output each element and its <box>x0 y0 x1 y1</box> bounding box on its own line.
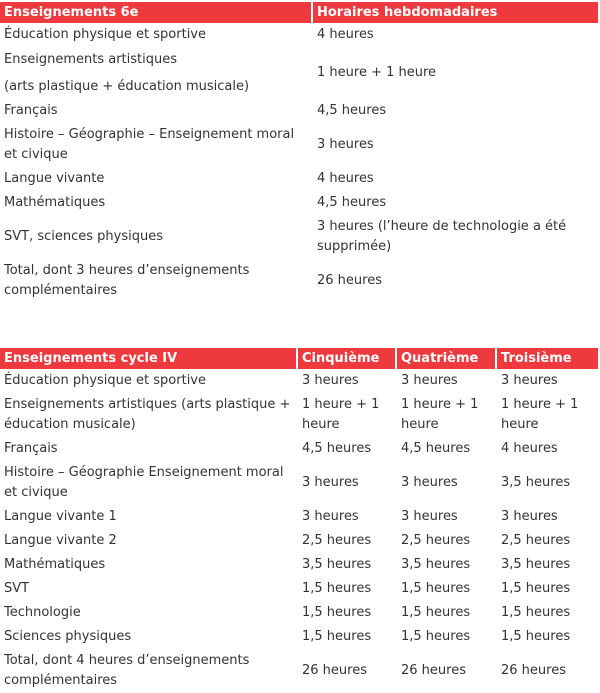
subject-line: Enseignements artistiques <box>4 52 177 67</box>
hours-cell: 3 heures <box>302 373 359 388</box>
subject-subline: (arts plastique + éducation musicale) <box>4 79 250 94</box>
table-row <box>0 577 598 601</box>
header-subject: Enseignements cycle IV <box>0 348 298 369</box>
subject-cell: Éducation physique et sportive <box>4 373 206 388</box>
header-cinquieme: Cinquième <box>298 348 397 369</box>
table-row <box>0 393 598 437</box>
table-row <box>0 505 598 529</box>
hours-cell: 1,5 heures <box>302 581 372 596</box>
subject-cell: Éducation physique et sportive <box>4 27 206 42</box>
table-row <box>0 529 598 553</box>
hours-cell: 1,5 heures <box>401 629 471 644</box>
table-row <box>0 259 598 303</box>
table-header-row <box>0 348 598 369</box>
hours-cell: 26 heures <box>317 273 382 288</box>
hours-cell: 1,5 heures <box>501 605 571 620</box>
subject-cell: Mathématiques <box>4 195 106 210</box>
hours-cell: 4,5 heures <box>401 441 471 456</box>
table-row <box>0 461 598 505</box>
subject-cell: Technologie <box>4 605 81 620</box>
header-troisieme: Troisième <box>497 348 598 369</box>
subject-cell: Total, dont 4 heures d’enseignements complémentaires <box>4 653 250 688</box>
hours-cell: 3 heures <box>302 509 359 524</box>
hours-cell: 4 heures <box>317 171 374 186</box>
hours-cell: 1 heure + 1 heure <box>317 65 437 80</box>
hours-cell: 1,5 heures <box>501 581 571 596</box>
hours-cell: 2,5 heures <box>302 533 372 548</box>
schedule-table-cycle-4 <box>0 348 598 693</box>
subject-cell: Histoire – Géographie – Enseignement moral et civique <box>4 127 295 162</box>
hours-cell: 3 heures <box>302 475 359 490</box>
hours-cell: 26 heures <box>302 663 367 678</box>
header-weekly-hours: Horaires hebdomadaires <box>313 2 598 23</box>
subject-cell <box>0 47 313 99</box>
table-row <box>0 47 598 99</box>
subject-cell: Sciences physiques <box>4 629 132 644</box>
hours-cell: 26 heures <box>401 663 466 678</box>
hours-cell: 3 heures <box>501 509 558 524</box>
subject-cell: Histoire – Géographie Enseignement moral et civique <box>4 465 284 500</box>
hours-cell: 3,5 heures <box>501 557 571 572</box>
hours-cell: 1 heure + 1 heure <box>302 397 380 432</box>
table-row <box>0 123 598 167</box>
subject-cell: Enseignements artistiques (arts plastique + éducation musicale) <box>4 397 291 432</box>
hours-cell: 3,5 heures <box>401 557 471 572</box>
hours-cell: 1,5 heures <box>302 629 372 644</box>
hours-cell: 3,5 heures <box>501 475 571 490</box>
hours-cell: 3 heures <box>401 475 458 490</box>
hours-cell: 4 heures <box>317 27 374 42</box>
subject-cell: SVT, sciences physiques <box>4 229 164 244</box>
table-row <box>0 437 598 461</box>
hours-cell: 3 heures <box>401 509 458 524</box>
hours-cell: 1,5 heures <box>302 605 372 620</box>
subject-cell: SVT <box>4 581 30 596</box>
hours-cell: 4,5 heures <box>317 195 387 210</box>
hours-cell: 3 heures <box>501 373 558 388</box>
table-header-row <box>0 2 598 23</box>
hours-cell: 1,5 heures <box>401 605 471 620</box>
hours-cell: 1 heure + 1 heure <box>401 397 479 432</box>
table-row <box>0 215 598 259</box>
header-quatrieme: Quatrième <box>397 348 497 369</box>
hours-cell: 2,5 heures <box>501 533 571 548</box>
hours-cell: 3 heures <box>317 137 374 152</box>
hours-cell: 2,5 heures <box>401 533 471 548</box>
hours-cell: 1 heure + 1 heure <box>501 397 579 432</box>
hours-cell: 1,5 heures <box>501 629 571 644</box>
table-row <box>0 167 598 191</box>
hours-cell: 26 heures <box>501 663 566 678</box>
subject-cell: Total, dont 3 heures d’enseignements complémentaires <box>4 263 250 298</box>
hours-cell: 4,5 heures <box>317 103 387 118</box>
table-row <box>0 23 598 47</box>
subject-cell: Mathématiques <box>4 557 106 572</box>
hours-cell: 4,5 heures <box>302 441 372 456</box>
subject-cell: Français <box>4 441 58 456</box>
subject-cell: Langue vivante <box>4 171 105 186</box>
table-row <box>0 369 598 393</box>
hours-cell: 3 heures <box>401 373 458 388</box>
subject-cell: Langue vivante 1 <box>4 509 117 524</box>
hours-cell: 1,5 heures <box>401 581 471 596</box>
table-row <box>0 553 598 577</box>
table-row <box>0 99 598 123</box>
hours-cell: 3 heures (l’heure de technologie a été supprimée) <box>317 219 567 254</box>
hours-cell: 3,5 heures <box>302 557 372 572</box>
schedule-table-6e <box>0 2 598 303</box>
subject-cell: Langue vivante 2 <box>4 533 117 548</box>
header-subject: Enseignements 6e <box>0 2 313 23</box>
subject-cell: Français <box>4 103 58 118</box>
table-row <box>0 601 598 625</box>
hours-cell: 4 heures <box>501 441 558 456</box>
table-row <box>0 649 598 693</box>
table-row <box>0 625 598 649</box>
table-row <box>0 191 598 215</box>
